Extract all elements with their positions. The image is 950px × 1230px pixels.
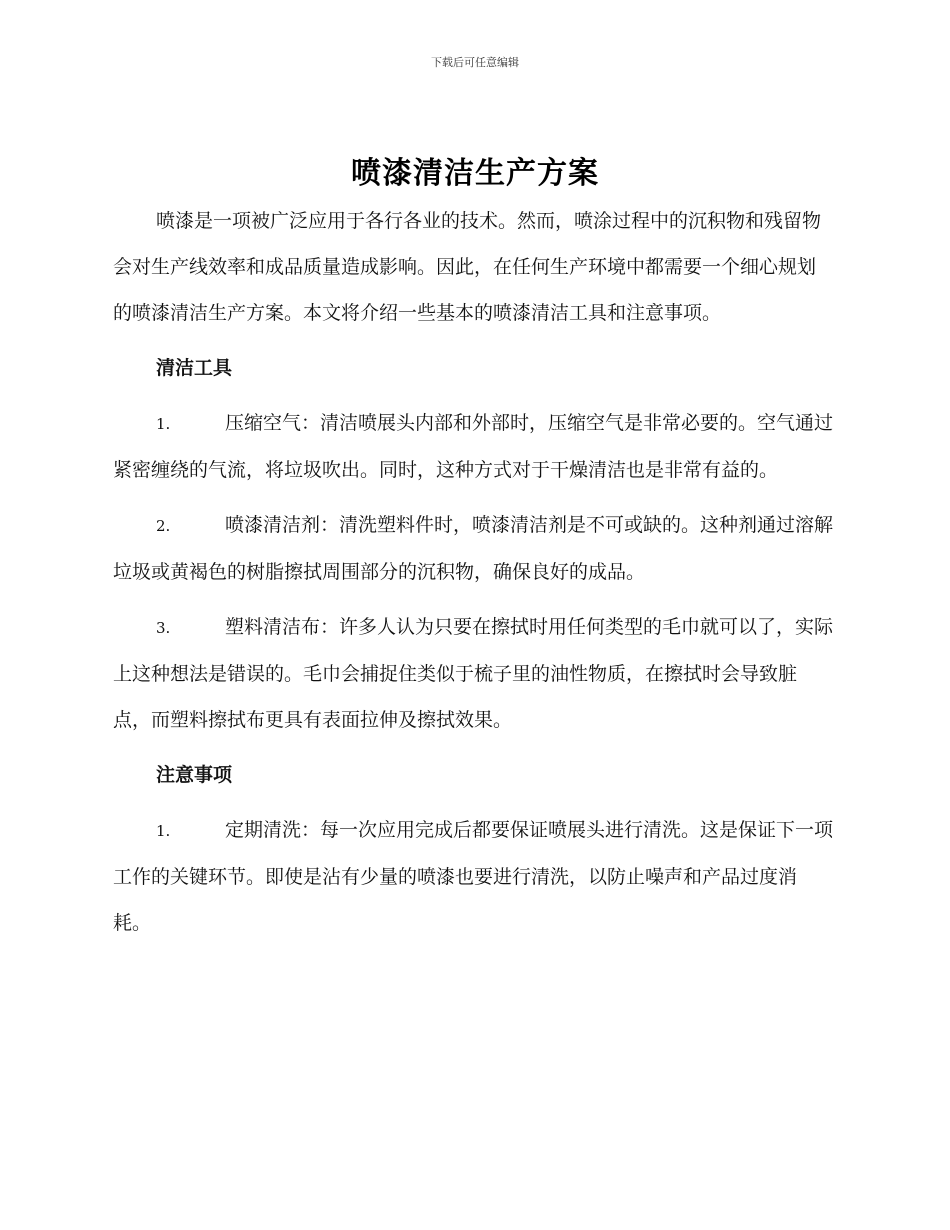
list-item-number: 3. (156, 619, 171, 637)
header-note: 下载后可任意编辑 (431, 56, 519, 69)
list-item-number: 2. (156, 517, 171, 535)
section-heading-precautions: 注意事项 (156, 764, 233, 786)
list-item-text: 定期清洗：每一次应用完成后都要保证喷展头进行清洗。这是保证下一项工作的关键环节。即使是沾有少量的喷漆也要进行清洗，以防止噪声和产品过度消耗。 (113, 819, 834, 934)
list-item-text: 塑料清洁布：许多人认为只要在擦拭时用任何类型的毛巾就可以了，实际上这种想法是错误的。毛巾会捕捉住类似于梳子里的油性物质，在擦拭时会导致脏点，而塑料擦拭布更具有表面拉伸及擦拭效果。 (113, 616, 834, 731)
list-item (113, 807, 833, 946)
list-item (113, 604, 833, 743)
list-item-text: 压缩空气：清洁喷展头内部和外部时，压缩空气是非常必要的。空气通过紧密缠绕的气流，将垃圾吹出。同时，这种方式对于干燥清洁也是非常有益的。 (113, 412, 834, 481)
list-item (113, 400, 833, 493)
document-title: 喷漆清洁生产方案 (351, 156, 599, 191)
intro-paragraph: 喷漆是一项被广泛应用于各行各业的技术。然而，喷涂过程中的沉积物和残留物会对生产线效率和成品质量造成影响。因此，在任何生产环境中都需要一个细心规划的喷漆清洁生产方案。本文将介绍一些基本的喷漆清洁工具和注意事项。 (113, 210, 822, 324)
list-item-number: 1. (156, 822, 171, 840)
list-item (113, 502, 833, 595)
section-heading-cleaning-tools: 清洁工具 (156, 357, 233, 379)
document-body (113, 198, 833, 955)
list-item-number: 1. (156, 415, 171, 433)
list-item-text: 喷漆清洁剂：清洗塑料件时，喷漆清洁剂是不可或缺的。这种剂通过溶解垃圾或黄褐色的树脂擦拭周围部分的沉积物，确保良好的成品。 (113, 514, 834, 583)
